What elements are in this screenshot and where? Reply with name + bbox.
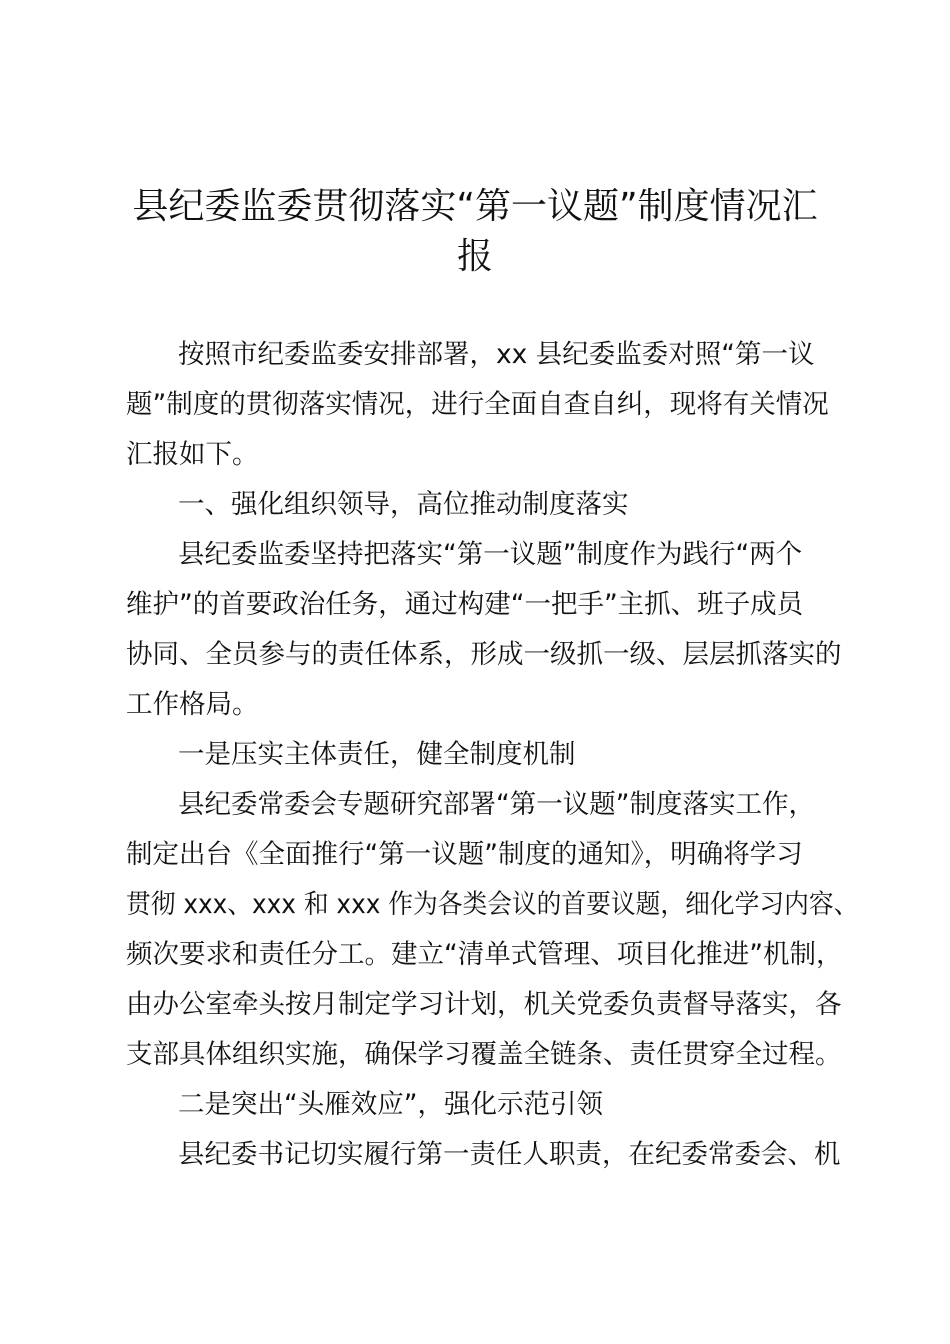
paragraph-intro-line-3: 汇报如下。 — [126, 439, 259, 470]
paragraph-1-line-1: 县纪委监委坚持把落实“第一议题”制度作为践行“两个 — [178, 539, 803, 570]
paragraph-2-line-2: 制定出台《全面推行“第一议题”制度的通知》，明确将学习 — [126, 839, 803, 870]
subheading-2: 二是突出“头雁效应”，强化示范引领 — [178, 1089, 603, 1120]
paragraph-3-line-1: 县纪委书记切实履行第一责任人职责，在纪委常委会、机 — [178, 1139, 841, 1170]
paragraph-2-line-3: 贯彻 xxx、xxx 和 xxx 作为各类会议的首要议题，细化学习内容、 — [126, 889, 859, 920]
paragraph-2-line-4: 频次要求和责任分工。建立“清单式管理、项目化推进”机制， — [126, 939, 843, 970]
paragraph-2-line-6: 支部具体组织实施，确保学习覆盖全链条、责任贯穿全过程。 — [126, 1039, 842, 1070]
subheading-1: 一是压实主体责任，健全制度机制 — [178, 739, 576, 770]
paragraph-2-line-5: 由办公室牵头按月制定学习计划，机关党委负责督导落实，各 — [126, 989, 842, 1020]
section-heading-1: 一、强化组织领导，高位推动制度落实 — [178, 489, 629, 520]
paragraph-intro-line-1: 按照市纪委监委安排部署，xx 县纪委监委对照“第一议 — [178, 339, 815, 370]
paragraph-intro-line-2: 题”制度的贯彻落实情况，进行全面自查自纠，现将有关情况 — [126, 389, 829, 420]
paragraph-1-line-4: 工作格局。 — [126, 689, 259, 720]
paragraph-1-line-2: 维护”的首要政治任务，通过构建“一把手”主抓、班子成员 — [126, 589, 804, 620]
document-title-line-2: 报 — [456, 236, 493, 277]
paragraph-2-line-1: 县纪委常委会专题研究部署“第一议题”制度落实工作， — [178, 789, 815, 820]
paragraph-1-line-3: 协同、全员参与的责任体系，形成一级抓一级、层层抓落实的 — [126, 639, 842, 670]
document-title-line-1: 县纪委监委贯彻落实“第一议题”制度情况汇 — [132, 186, 818, 227]
